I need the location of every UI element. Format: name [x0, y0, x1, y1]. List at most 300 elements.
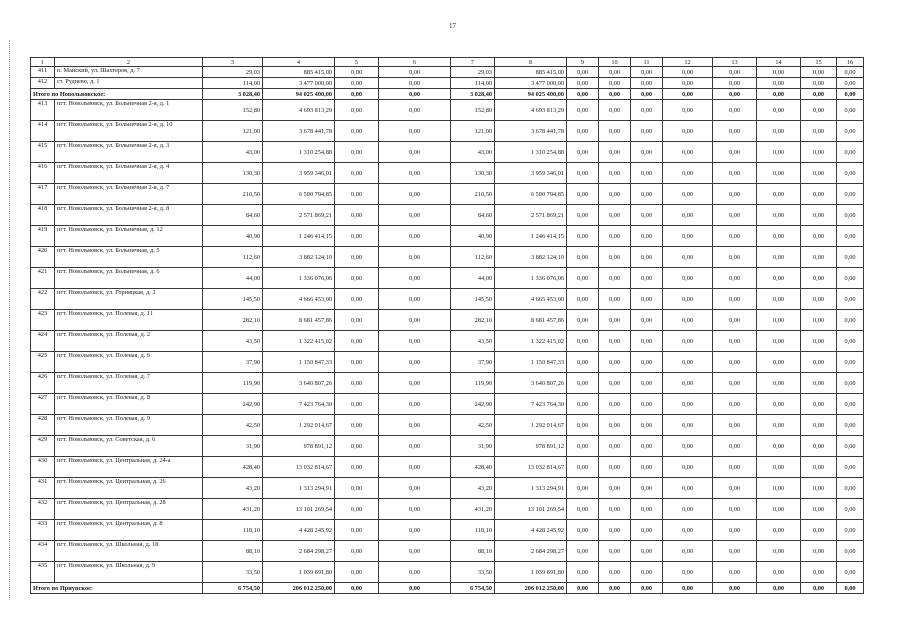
- table-cell: 0,00: [631, 499, 663, 520]
- table-cell: 33,50: [451, 562, 495, 583]
- table-cell: 0,00: [757, 67, 801, 78]
- address-cell: пгт. Новольвовск, ул. Больничная 2-я, д. 3: [55, 142, 203, 163]
- table-cell: 0,00: [663, 331, 713, 352]
- column-number: 11: [631, 58, 663, 67]
- table-cell: 0,00: [631, 78, 663, 89]
- table-cell: 0,00: [335, 205, 379, 226]
- subtotal-cell: 0,00: [599, 583, 631, 594]
- table-cell: 0,00: [567, 67, 599, 78]
- table-cell: 0,00: [379, 499, 451, 520]
- table-cell: 0,00: [631, 331, 663, 352]
- table-cell: 0,00: [631, 541, 663, 562]
- housing-register-table: [30, 57, 864, 594]
- table-cell: 0,00: [801, 478, 837, 499]
- table-cell: 242,90: [451, 394, 495, 415]
- table-cell: 0,00: [837, 436, 864, 457]
- table-cell: 0,00: [631, 373, 663, 394]
- table-cell: 431,20: [451, 499, 495, 520]
- table-cell: 0,00: [599, 163, 631, 184]
- table-cell: 0,00: [801, 541, 837, 562]
- row-number: 429: [31, 436, 55, 457]
- table-cell: 0,00: [599, 415, 631, 436]
- table-row: [31, 78, 864, 89]
- row-number: 419: [31, 226, 55, 247]
- table-cell: 0,00: [631, 562, 663, 583]
- table-cell: 0,00: [801, 520, 837, 541]
- row-number: 414: [31, 121, 55, 142]
- table-row: [31, 541, 864, 562]
- table-cell: 0,00: [713, 268, 757, 289]
- table-cell: 0,00: [713, 247, 757, 268]
- table-cell: 0,00: [567, 352, 599, 373]
- table-cell: 0,00: [837, 562, 864, 583]
- table-row: [31, 310, 864, 331]
- table-cell: 0,00: [631, 352, 663, 373]
- table-cell: 0,00: [713, 415, 757, 436]
- table-cell: 0,00: [801, 78, 837, 89]
- table-cell: 0,00: [713, 562, 757, 583]
- table-cell: 0,00: [379, 121, 451, 142]
- table-cell: 0,00: [631, 163, 663, 184]
- table-cell: 0,00: [713, 394, 757, 415]
- table-cell: 4 428 245,92: [495, 520, 567, 541]
- subtotal-cell: 3 028,40: [451, 89, 495, 100]
- table-cell: 0,00: [757, 226, 801, 247]
- table-cell: 8 681 457,86: [263, 310, 335, 331]
- row-number: 434: [31, 541, 55, 562]
- table-row: [31, 268, 864, 289]
- table-cell: 0,00: [379, 289, 451, 310]
- row-number: 427: [31, 394, 55, 415]
- table-cell: 0,00: [335, 499, 379, 520]
- table-cell: 0,00: [713, 205, 757, 226]
- table-cell: 210,50: [451, 184, 495, 205]
- column-number: 12: [663, 58, 713, 67]
- table-cell: 0,00: [757, 184, 801, 205]
- table-cell: 4 665 453,00: [495, 289, 567, 310]
- table-cell: 0,00: [567, 268, 599, 289]
- address-cell: пгт. Новольвовск, ул. Больничная, д. 12: [55, 226, 203, 247]
- table-cell: 0,00: [837, 247, 864, 268]
- table-cell: 0,00: [599, 331, 631, 352]
- subtotal-cell: 0,00: [567, 89, 599, 100]
- table-cell: 0,00: [663, 268, 713, 289]
- table-row: [31, 394, 864, 415]
- table-cell: 0,00: [663, 415, 713, 436]
- table-cell: 7 423 764,30: [495, 394, 567, 415]
- table-cell: 3 640 807,26: [263, 373, 335, 394]
- table-cell: 0,00: [599, 78, 631, 89]
- table-cell: 0,00: [663, 78, 713, 89]
- table-cell: 885 415,00: [263, 67, 335, 78]
- table-cell: 0,00: [713, 163, 757, 184]
- subtotal-cell: 0,00: [631, 583, 663, 594]
- table-cell: 0,00: [379, 247, 451, 268]
- table-cell: 3 678 441,78: [495, 121, 567, 142]
- table-cell: 0,00: [567, 142, 599, 163]
- table-cell: 0,00: [599, 247, 631, 268]
- table-cell: 0,00: [837, 394, 864, 415]
- table-row: [31, 562, 864, 583]
- table-cell: 0,00: [335, 352, 379, 373]
- table-cell: 0,00: [837, 415, 864, 436]
- subtotal-row: [31, 583, 864, 594]
- table-cell: 0,00: [567, 394, 599, 415]
- table-cell: 0,00: [379, 436, 451, 457]
- table-row: [31, 478, 864, 499]
- table-cell: 0,00: [837, 67, 864, 78]
- table-row: [31, 247, 864, 268]
- table-cell: 31,90: [451, 436, 495, 457]
- table-cell: 0,00: [599, 226, 631, 247]
- address-cell: пгт. Новольвовск, ул. Школьная, д. 9: [55, 562, 203, 583]
- row-number: 423: [31, 310, 55, 331]
- table-cell: 0,00: [567, 436, 599, 457]
- table-cell: 0,00: [379, 562, 451, 583]
- table-cell: 13 101 269,54: [495, 499, 567, 520]
- table-cell: 4 693 813,29: [263, 100, 335, 121]
- table-cell: 0,00: [663, 373, 713, 394]
- address-cell: пгт. Новольвовск, ул. Советская, д. 6: [55, 436, 203, 457]
- subtotal-cell: 0,00: [663, 89, 713, 100]
- table-cell: 118,10: [203, 520, 263, 541]
- table-cell: 130,30: [203, 163, 263, 184]
- table-cell: 0,00: [599, 394, 631, 415]
- table-cell: 0,00: [757, 331, 801, 352]
- table-cell: 0,00: [837, 268, 864, 289]
- address-cell: пгт. Новольвовск, ул. Полевая, д. 11: [55, 310, 203, 331]
- table-row: [31, 289, 864, 310]
- address-cell: пгт. Новольвовск, ул. Больничная 2-я, д. 7: [55, 184, 203, 205]
- table-cell: 0,00: [801, 67, 837, 78]
- subtotal-cell: 206 012 250,00: [263, 583, 335, 594]
- column-number: 8: [495, 58, 567, 67]
- table-cell: 3 477 000,00: [495, 78, 567, 89]
- table-cell: 0,00: [379, 373, 451, 394]
- table-cell: 44,00: [451, 268, 495, 289]
- table-cell: 0,00: [713, 352, 757, 373]
- table-cell: 33,50: [203, 562, 263, 583]
- table-cell: 0,00: [757, 436, 801, 457]
- row-number: 418: [31, 205, 55, 226]
- table-cell: 0,00: [663, 478, 713, 499]
- table-cell: 0,00: [379, 226, 451, 247]
- table-cell: 0,00: [837, 121, 864, 142]
- table-row: [31, 67, 864, 78]
- table-cell: 3 882 124,10: [263, 247, 335, 268]
- subtotal-cell: 0,00: [379, 89, 451, 100]
- table-cell: 1 292 014,67: [263, 415, 335, 436]
- table-cell: 0,00: [663, 121, 713, 142]
- table-row: [31, 121, 864, 142]
- table-cell: 112,60: [203, 247, 263, 268]
- table-cell: 0,00: [567, 184, 599, 205]
- table-cell: 0,00: [379, 541, 451, 562]
- table-cell: 0,00: [631, 121, 663, 142]
- table-cell: 0,00: [335, 394, 379, 415]
- table-cell: 0,00: [663, 163, 713, 184]
- binding-margin-line: [9, 40, 10, 600]
- table-cell: 0,00: [599, 100, 631, 121]
- table-cell: 0,00: [599, 289, 631, 310]
- table-cell: 0,00: [379, 100, 451, 121]
- table-cell: 44,00: [203, 268, 263, 289]
- subtotal-cell: 0,00: [757, 89, 801, 100]
- table-cell: 1 310 254,88: [495, 142, 567, 163]
- table-cell: 0,00: [567, 226, 599, 247]
- table-cell: 0,00: [801, 268, 837, 289]
- table-cell: 0,00: [567, 289, 599, 310]
- table-cell: 43,20: [451, 478, 495, 499]
- table-cell: 0,00: [631, 67, 663, 78]
- address-cell: пгт. Новольвовск, ул. Центральная, д. 24-а: [55, 457, 203, 478]
- table-cell: 114,00: [451, 78, 495, 89]
- table-cell: 0,00: [335, 184, 379, 205]
- address-cell: пгт. Новольвовск, ул. Центральная, д. 8: [55, 520, 203, 541]
- subtotal-row: [31, 89, 864, 100]
- table-cell: 885 415,00: [495, 67, 567, 78]
- address-cell: пгт. Новольвовск, ул. Горняцкая, д. 2: [55, 289, 203, 310]
- table-cell: 0,00: [335, 436, 379, 457]
- table-cell: 3 477 000,00: [263, 78, 335, 89]
- row-number: 412: [31, 78, 55, 89]
- table-cell: 0,00: [801, 457, 837, 478]
- table-cell: 88,10: [203, 541, 263, 562]
- table-cell: 0,00: [379, 205, 451, 226]
- table-cell: 0,00: [663, 247, 713, 268]
- row-number: 413: [31, 100, 55, 121]
- table-cell: 0,00: [599, 436, 631, 457]
- subtotal-cell: 0,00: [631, 89, 663, 100]
- table-cell: 43,50: [451, 331, 495, 352]
- table-cell: 1 336 076,06: [263, 268, 335, 289]
- table-cell: 0,00: [379, 331, 451, 352]
- table-cell: 0,00: [663, 289, 713, 310]
- table-cell: 0,00: [837, 310, 864, 331]
- table-cell: 0,00: [631, 478, 663, 499]
- table-cell: 0,00: [631, 415, 663, 436]
- address-cell: пгт. Новольвовск, ул. Центральная, д. 26: [55, 478, 203, 499]
- table-cell: 0,00: [837, 373, 864, 394]
- table-cell: 0,00: [757, 562, 801, 583]
- table-cell: 0,00: [713, 373, 757, 394]
- table-row: [31, 415, 864, 436]
- table-cell: 0,00: [567, 205, 599, 226]
- table-cell: 88,10: [451, 541, 495, 562]
- table-cell: 0,00: [567, 121, 599, 142]
- row-number: 415: [31, 142, 55, 163]
- table-cell: 0,00: [713, 457, 757, 478]
- table-cell: 0,00: [335, 100, 379, 121]
- table-cell: 0,00: [713, 310, 757, 331]
- address-cell: пгт. Новольвовск, ул. Больничная 2-я, д. 4: [55, 163, 203, 184]
- table-cell: 0,00: [631, 142, 663, 163]
- table-cell: 0,00: [801, 289, 837, 310]
- table-cell: 0,00: [379, 478, 451, 499]
- table-cell: 4 693 813,29: [495, 100, 567, 121]
- table-cell: 0,00: [663, 352, 713, 373]
- table-cell: 0,00: [567, 78, 599, 89]
- table-cell: 978 891,12: [495, 436, 567, 457]
- row-number: 417: [31, 184, 55, 205]
- table-cell: 0,00: [335, 67, 379, 78]
- address-cell: пгт. Новольвовск, ул. Больничная, д. 5: [55, 247, 203, 268]
- table-cell: 1 313 294,91: [495, 478, 567, 499]
- table-cell: 282,10: [203, 310, 263, 331]
- table-cell: 0,00: [335, 520, 379, 541]
- table-cell: 0,00: [801, 499, 837, 520]
- address-cell: п. Майский, ул. Шахтеров, д. 7: [55, 67, 203, 78]
- address-cell: пгт. Новольвовск, ул. Полевая, д. 7: [55, 373, 203, 394]
- column-number: 4: [263, 58, 335, 67]
- table-cell: 1 336 076,06: [495, 268, 567, 289]
- table-cell: 0,00: [379, 394, 451, 415]
- table-cell: 0,00: [713, 226, 757, 247]
- table-cell: 1 039 691,80: [495, 562, 567, 583]
- table-cell: 0,00: [335, 331, 379, 352]
- table-cell: 0,00: [567, 562, 599, 583]
- address-cell: пгт. Новольвовск, ул. Полевая, д. 2: [55, 331, 203, 352]
- table-cell: 0,00: [757, 394, 801, 415]
- table-cell: 0,00: [837, 520, 864, 541]
- column-number: 9: [567, 58, 599, 67]
- table-cell: 1 150 847,33: [263, 352, 335, 373]
- table-cell: 0,00: [663, 100, 713, 121]
- table-cell: 0,00: [379, 163, 451, 184]
- table-cell: 0,00: [801, 394, 837, 415]
- column-number: 2: [55, 58, 203, 67]
- table-cell: 37,90: [203, 352, 263, 373]
- table-cell: 0,00: [663, 520, 713, 541]
- table-cell: 0,00: [713, 436, 757, 457]
- table-cell: 0,00: [599, 478, 631, 499]
- table-cell: 0,00: [757, 541, 801, 562]
- table-cell: 152,80: [451, 100, 495, 121]
- table-cell: 0,00: [631, 436, 663, 457]
- table-cell: 0,00: [837, 499, 864, 520]
- table-cell: 2 684 298,27: [263, 541, 335, 562]
- table-cell: 0,00: [801, 415, 837, 436]
- table-cell: 0,00: [567, 478, 599, 499]
- table-cell: 0,00: [599, 562, 631, 583]
- subtotal-cell: 0,00: [837, 89, 864, 100]
- table-cell: 0,00: [631, 247, 663, 268]
- table-cell: 1 322 415,02: [495, 331, 567, 352]
- table-cell: 0,00: [631, 268, 663, 289]
- table-cell: 0,00: [567, 415, 599, 436]
- column-number-row: [31, 58, 864, 67]
- table-cell: 0,00: [599, 184, 631, 205]
- row-number: 426: [31, 373, 55, 394]
- table-cell: 0,00: [335, 541, 379, 562]
- table-cell: 0,00: [599, 541, 631, 562]
- table-cell: 1 246 414,15: [263, 226, 335, 247]
- table-cell: 6 590 794,85: [495, 184, 567, 205]
- column-number: 3: [203, 58, 263, 67]
- row-number: 435: [31, 562, 55, 583]
- subtotal-cell: 0,00: [837, 583, 864, 594]
- table-cell: 0,00: [567, 331, 599, 352]
- subtotal-label: Итого по Приупское:: [31, 583, 203, 594]
- table-cell: 0,00: [801, 184, 837, 205]
- address-cell: пгт. Новольвовск, ул. Полевая, д. 9: [55, 415, 203, 436]
- table-cell: 0,00: [713, 184, 757, 205]
- subtotal-cell: 0,00: [379, 583, 451, 594]
- subtotal-cell: 0,00: [567, 583, 599, 594]
- table-cell: 0,00: [599, 373, 631, 394]
- page-number: 17: [449, 22, 456, 30]
- table-cell: 43,00: [203, 142, 263, 163]
- table-cell: 0,00: [631, 100, 663, 121]
- table-cell: 1 313 294,91: [263, 478, 335, 499]
- table-row: [31, 457, 864, 478]
- table-cell: 3 882 124,10: [495, 247, 567, 268]
- table-cell: 0,00: [663, 436, 713, 457]
- table-cell: 1 039 691,80: [263, 562, 335, 583]
- table-cell: 119,90: [203, 373, 263, 394]
- table-cell: 0,00: [713, 331, 757, 352]
- table-cell: 2 571 869,21: [263, 205, 335, 226]
- address-cell: ст. Руднево, д. 1: [55, 78, 203, 89]
- table-row: [31, 205, 864, 226]
- table-cell: 1 322 415,02: [263, 331, 335, 352]
- subtotal-label: Итого по Новольвовское:: [31, 89, 203, 100]
- table-cell: 0,00: [335, 78, 379, 89]
- address-cell: пгт. Новольвовск, ул. Школьная, д. 18: [55, 541, 203, 562]
- table-cell: 13 101 269,54: [263, 499, 335, 520]
- table-cell: 0,00: [713, 478, 757, 499]
- table-cell: 0,00: [713, 541, 757, 562]
- table-cell: 84,60: [451, 205, 495, 226]
- table-cell: 0,00: [599, 142, 631, 163]
- table-cell: 0,00: [837, 184, 864, 205]
- table-cell: 0,00: [837, 352, 864, 373]
- table-cell: 0,00: [757, 352, 801, 373]
- subtotal-cell: 0,00: [801, 89, 837, 100]
- table-cell: 0,00: [837, 78, 864, 89]
- table-cell: 0,00: [757, 247, 801, 268]
- column-number: 1: [31, 58, 55, 67]
- table-cell: 0,00: [379, 415, 451, 436]
- subtotal-cell: 0,00: [757, 583, 801, 594]
- table-cell: 0,00: [631, 394, 663, 415]
- table-cell: 114,00: [203, 78, 263, 89]
- table-cell: 118,10: [451, 520, 495, 541]
- table-cell: 210,50: [203, 184, 263, 205]
- table-row: [31, 436, 864, 457]
- table-cell: 0,00: [631, 520, 663, 541]
- row-number: 421: [31, 268, 55, 289]
- table-cell: 0,00: [801, 331, 837, 352]
- table-cell: 0,00: [757, 100, 801, 121]
- table-cell: 0,00: [599, 310, 631, 331]
- table-cell: 40,90: [203, 226, 263, 247]
- table-cell: 0,00: [801, 142, 837, 163]
- table-cell: 40,90: [451, 226, 495, 247]
- table-cell: 0,00: [663, 457, 713, 478]
- table-cell: 0,00: [837, 478, 864, 499]
- table-cell: 3 640 807,26: [495, 373, 567, 394]
- table-cell: 0,00: [335, 226, 379, 247]
- table-cell: 0,00: [801, 205, 837, 226]
- table-cell: 0,00: [335, 289, 379, 310]
- table-cell: 0,00: [757, 163, 801, 184]
- table-row: [31, 100, 864, 121]
- table-cell: 145,50: [203, 289, 263, 310]
- table-cell: 0,00: [599, 520, 631, 541]
- row-number: 430: [31, 457, 55, 478]
- table-cell: 112,60: [451, 247, 495, 268]
